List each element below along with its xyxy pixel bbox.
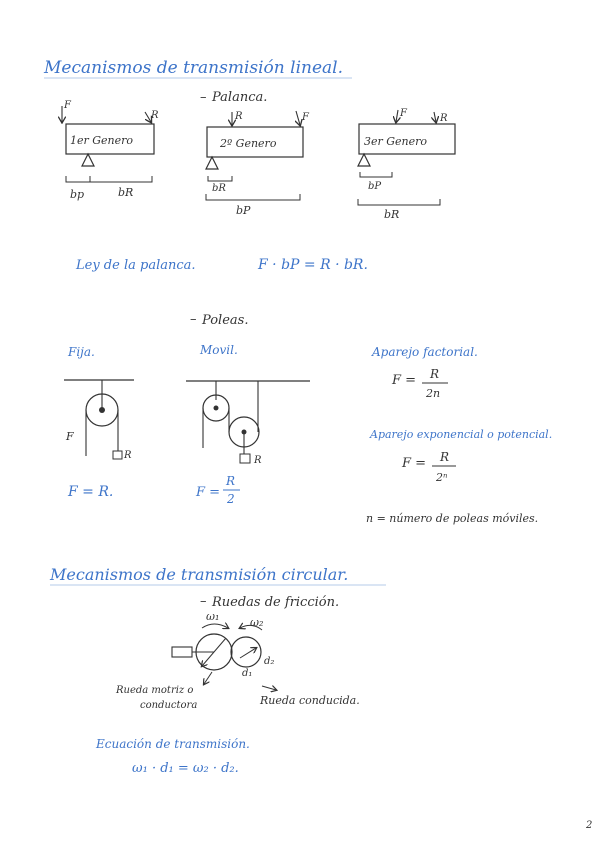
lever-label: 1er Genero xyxy=(70,134,134,147)
mobile-formula-num: R xyxy=(226,474,236,488)
br-label: bR xyxy=(212,183,226,194)
dimension-line-long xyxy=(206,194,300,200)
force-arrow xyxy=(296,111,300,125)
force-label: F xyxy=(64,100,71,111)
mobile-formula-den: 2 xyxy=(227,492,235,506)
omega2-label: ω₂ xyxy=(250,616,264,629)
fixed-formula: F = R. xyxy=(68,484,114,500)
diameter-d2 xyxy=(240,648,256,658)
bullet-dash: – xyxy=(190,312,197,327)
dimension-line-short xyxy=(360,172,392,177)
resist-label: R xyxy=(440,113,448,124)
potential-num: R xyxy=(440,450,450,464)
transmission-eq-label: Ecuación de transmisión. xyxy=(96,737,250,751)
potential-den: 2ⁿ xyxy=(436,471,448,484)
mobile-formula-lhs: F = xyxy=(196,485,221,500)
factorial-label: Aparejo factorial. xyxy=(372,345,478,359)
br-label: bR xyxy=(384,208,400,221)
force-label: F xyxy=(400,108,407,119)
fulcrum-triangle xyxy=(358,154,370,166)
factorial-lhs: F = xyxy=(392,373,417,388)
lever-diagram-3 xyxy=(358,108,455,221)
section1-subtitle: Palanca. xyxy=(212,90,268,105)
mobile-pulley-label: Movil. xyxy=(200,343,238,357)
resist-label: R xyxy=(151,110,159,121)
force-label: F xyxy=(302,112,309,123)
page-number: 2 xyxy=(586,820,593,831)
section3-subtitle: Ruedas de fricción. xyxy=(212,595,340,610)
mobile-pulley-diagram xyxy=(186,381,310,466)
bullet-dash: – xyxy=(200,594,207,609)
br-label: bR xyxy=(118,186,134,199)
driven-label: Rueda conducida. xyxy=(260,694,360,707)
d1-label: d₁ xyxy=(242,668,253,679)
section2-subtitle: Poleas. xyxy=(202,313,249,328)
bp-label: bP xyxy=(368,181,382,192)
factorial-den: 2n xyxy=(426,387,441,400)
lever-label: 3er Genero xyxy=(364,135,428,148)
fixed-R-label: R xyxy=(124,450,132,461)
dimension-line-long xyxy=(358,199,440,205)
transmission-eq-formula: ω₁ · d₁ = ω₂ · d₂. xyxy=(132,761,239,776)
dimension-line-short xyxy=(208,176,232,181)
section3-title: Mecanismos de transmisión circular. xyxy=(50,565,349,584)
potential-label: Aparejo exponencial o potencial. xyxy=(370,428,553,441)
d2-label: d₂ xyxy=(264,656,275,667)
fixed-pulley-diagram xyxy=(64,380,134,461)
load-box xyxy=(240,454,250,463)
bp-label: bp xyxy=(70,188,85,201)
fulcrum-triangle xyxy=(206,157,218,169)
pulley-axle xyxy=(99,407,105,413)
fixed-axle xyxy=(214,406,219,411)
driver-label-line2: conductora xyxy=(140,700,198,711)
force-arrow xyxy=(396,110,398,122)
section1-title: Mecanismos de transmisión lineal. xyxy=(44,58,343,78)
rotation-arrow-1 xyxy=(202,624,228,628)
lever-law-label: Ley de la palanca. xyxy=(76,258,196,273)
fulcrum-triangle xyxy=(82,154,94,166)
driver-label-line1: Rueda motriz o xyxy=(116,685,194,696)
friction-wheels-diagram xyxy=(172,610,276,690)
resist-arrow xyxy=(434,112,436,122)
bullet-dash: – xyxy=(200,90,207,105)
lever-diagram-1 xyxy=(62,100,159,201)
lever-law-formula: F · bP = R · bR. xyxy=(258,257,368,273)
fixed-pulley-label: Fija. xyxy=(68,345,95,359)
factorial-num: R xyxy=(430,367,440,381)
mobile-R-label: R xyxy=(254,455,262,466)
load-box xyxy=(113,451,122,459)
dimension-line xyxy=(66,176,152,182)
fixed-F-label: F xyxy=(66,430,74,443)
pulley-count-note: n = número de poleas móviles. xyxy=(366,512,539,525)
driven-pointer xyxy=(262,686,276,690)
resist-label: R xyxy=(235,111,243,122)
lever-diagram-2 xyxy=(206,111,310,217)
motor-box xyxy=(172,647,192,657)
driven-wheel xyxy=(231,637,261,667)
bp-label: bP xyxy=(236,204,251,217)
lever-label: 2º Genero xyxy=(220,137,277,150)
driver-pointer xyxy=(204,672,212,684)
omega1-label: ω₁ xyxy=(206,610,220,623)
potential-lhs: F = xyxy=(402,456,427,471)
